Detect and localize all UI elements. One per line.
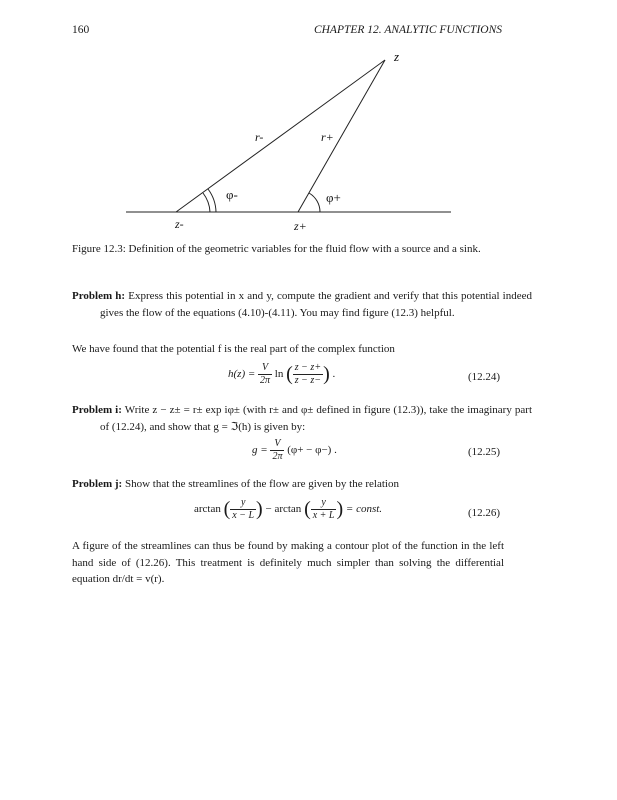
problem-i-text: Write z − z± = r± exp iφ± (with r± and φ± defined in figure (12.3)), take the imaginary part of (12.24), and show that g = ℑ(h) is given by: — [100, 404, 532, 433]
phi-minus-arc-inner — [203, 193, 210, 212]
problem-j — [72, 476, 504, 493]
problem-h — [72, 288, 532, 321]
problem-h-text: Express this potential in x and y, compute the gradient and verify that this potential indeed gives the flow of the equations (4.10)-(4.11). You may find figure (12.3) helpful. — [100, 290, 533, 319]
eq26-arctan2: arctan — [274, 503, 302, 516]
eq26-frac1: $\frac{y}{x - L}$ — [232, 497, 255, 521]
phi-plus-arc — [309, 193, 320, 212]
equation-12-26: arctan ( $\frac{y}{x - L}$ ) − arctan ( $\frac{y}{x + L}$ ) = const. — [194, 497, 383, 521]
equation-12-24: h(z) = $\frac{V}{2\pi}$ ln ( $\frac{z - z+}{z - z-}$ ) . — [228, 362, 336, 386]
problem-i-label: Problem i: — [72, 404, 122, 416]
problem-i — [72, 402, 532, 435]
label-r-minus: r- — [255, 130, 264, 144]
caption-label: Figure 12.3: — [72, 243, 126, 255]
label-z-minus: z- — [175, 217, 184, 231]
problem-j-text: Show that the streamlines of the flow are given by the relation — [124, 478, 399, 490]
label-phi-minus: φ- — [226, 187, 238, 202]
geometry-figure — [0, 0, 617, 240]
figure-caption — [72, 241, 504, 258]
eq24-lhs: h(z) = — [228, 368, 256, 381]
eq24-inner-frac: $\frac{z - z+}{z - z-}$ — [294, 362, 322, 386]
eq26-minus: − — [265, 503, 272, 516]
r-plus-line — [298, 60, 385, 212]
label-z: z — [394, 49, 400, 64]
closing-paragraph: A figure of the streamlines can thus be found by making a contour plot of the function in the left hand side of (12.26). This treatment is definitely much simpler than solving the differential equation dr/dt = v(r). — [72, 540, 504, 585]
eq24-number: (12.24) — [468, 371, 501, 383]
label-z-plus: z+ — [294, 219, 307, 233]
eq26-arctan1: arctan — [194, 503, 221, 516]
eq24-ln: ln — [274, 368, 284, 381]
label-r-plus: r+ — [321, 130, 334, 144]
label-phi-plus: φ+ — [326, 190, 341, 205]
eq26-number: (12.26) — [468, 507, 501, 519]
r-minus-line — [176, 60, 385, 212]
eq26-rhs: = const. — [345, 503, 383, 516]
problem-h-label: Problem h: — [72, 290, 126, 302]
eq25-rhs: (φ+ − φ−) . — [287, 444, 337, 457]
equation-12-25 — [252, 438, 337, 463]
eq26-frac2: $\frac{y}{x + L}$ — [312, 497, 335, 521]
eq25-frac: $\frac{V}{2\pi}$ — [272, 438, 283, 462]
page-number: 160 — [72, 24, 90, 36]
caption-text: Definition of the geometric variables for the fluid flow with a source and a sink. — [128, 243, 481, 255]
eq25-lhs: g = — [252, 444, 268, 457]
eq25-number: (12.25) — [468, 446, 501, 458]
eq24-frac: $\frac{V}{2\pi}$ — [260, 362, 271, 386]
chapter-header: CHAPTER 12. ANALYTIC FUNCTIONS — [313, 24, 502, 36]
intro-paragraph: We have found that the potential f is the real part of the complex function — [72, 343, 395, 355]
eq24-tail: . — [332, 368, 336, 381]
problem-j-label: Problem j: — [72, 478, 123, 490]
